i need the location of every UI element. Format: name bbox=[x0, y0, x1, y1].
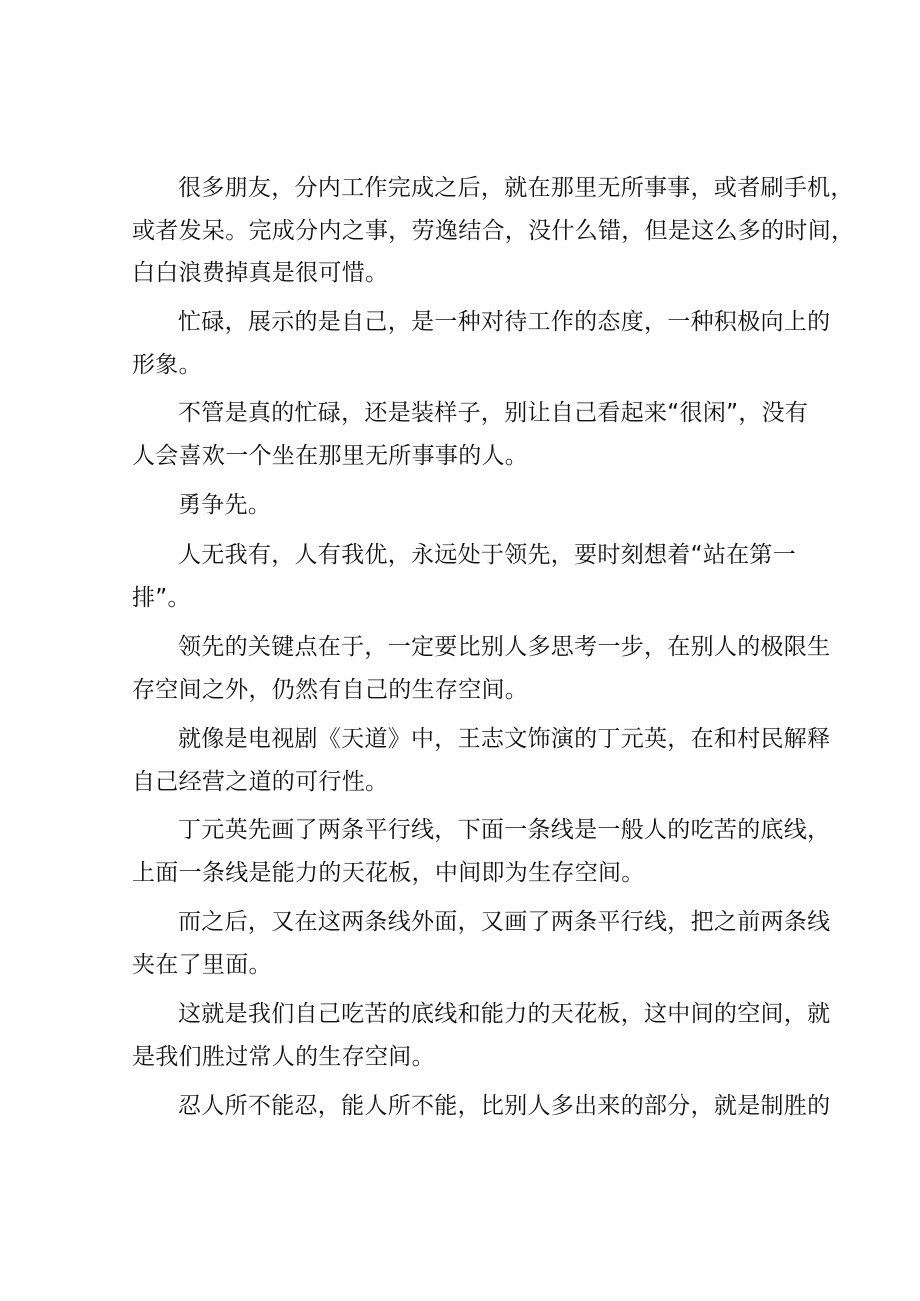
paragraph-line: 形象。 bbox=[132, 352, 202, 378]
paragraph-line: 领先的关键点在于，一定要比别人多思考一步，在别人的极限生 bbox=[178, 634, 831, 660]
paragraph-line: 人无我有，人有我优，永远处于领先，要时刻想着“站在第一 bbox=[178, 542, 797, 568]
paragraph-line: 就像是电视剧《天道》中，王志文饰演的丁元英，在和村民解释 bbox=[178, 726, 831, 752]
paragraph-line: 夹在了里面。 bbox=[132, 952, 272, 978]
paragraph-line: 不管是真的忙碌，还是装样子，别让自己看起来“很闲”，没有 bbox=[178, 400, 809, 426]
paragraph-line: 而之后，又在这两条线外面，又画了两条平行线，把之前两条线 bbox=[178, 909, 831, 935]
paragraph-line: 这就是我们自己吃苦的底线和能力的天花板，这中间的空间，就 bbox=[178, 1001, 831, 1027]
paragraph-line: 排”。 bbox=[132, 585, 191, 611]
paragraph-line: 上面一条线是能力的天花板，中间即为生存空间。 bbox=[132, 860, 645, 886]
paragraph-line: 丁元英先画了两条平行线，下面一条线是一般人的吃苦的底线， bbox=[178, 817, 831, 843]
paragraph-line: 自己经营之道的可行性。 bbox=[132, 769, 389, 795]
paragraph-line: 是我们胜过常人的生存空间。 bbox=[132, 1044, 435, 1070]
paragraph-line: 忙碌，展示的是自己，是一种对待工作的态度，一种积极向上的 bbox=[178, 309, 831, 335]
paragraph-line: 人会喜欢一个坐在那里无所事事的人。 bbox=[132, 443, 529, 469]
paragraph-line: 很多朋友，分内工作完成之后，就在那里无所事事，或者刷手机， bbox=[178, 175, 854, 201]
paragraph-line: 忍人所不能忍，能人所不能，比别人多出来的部分，就是制胜的 bbox=[178, 1093, 831, 1119]
paragraph-line: 存空间之外，仍然有自己的生存空间。 bbox=[132, 677, 529, 703]
paragraph-line: 勇争先。 bbox=[178, 492, 272, 518]
paragraph-line: 白白浪费掉真是很可惜。 bbox=[132, 260, 389, 286]
paragraph-line: 或者发呆。完成分内之事，劳逸结合，没什么错，但是这么多的时间， bbox=[132, 218, 855, 244]
